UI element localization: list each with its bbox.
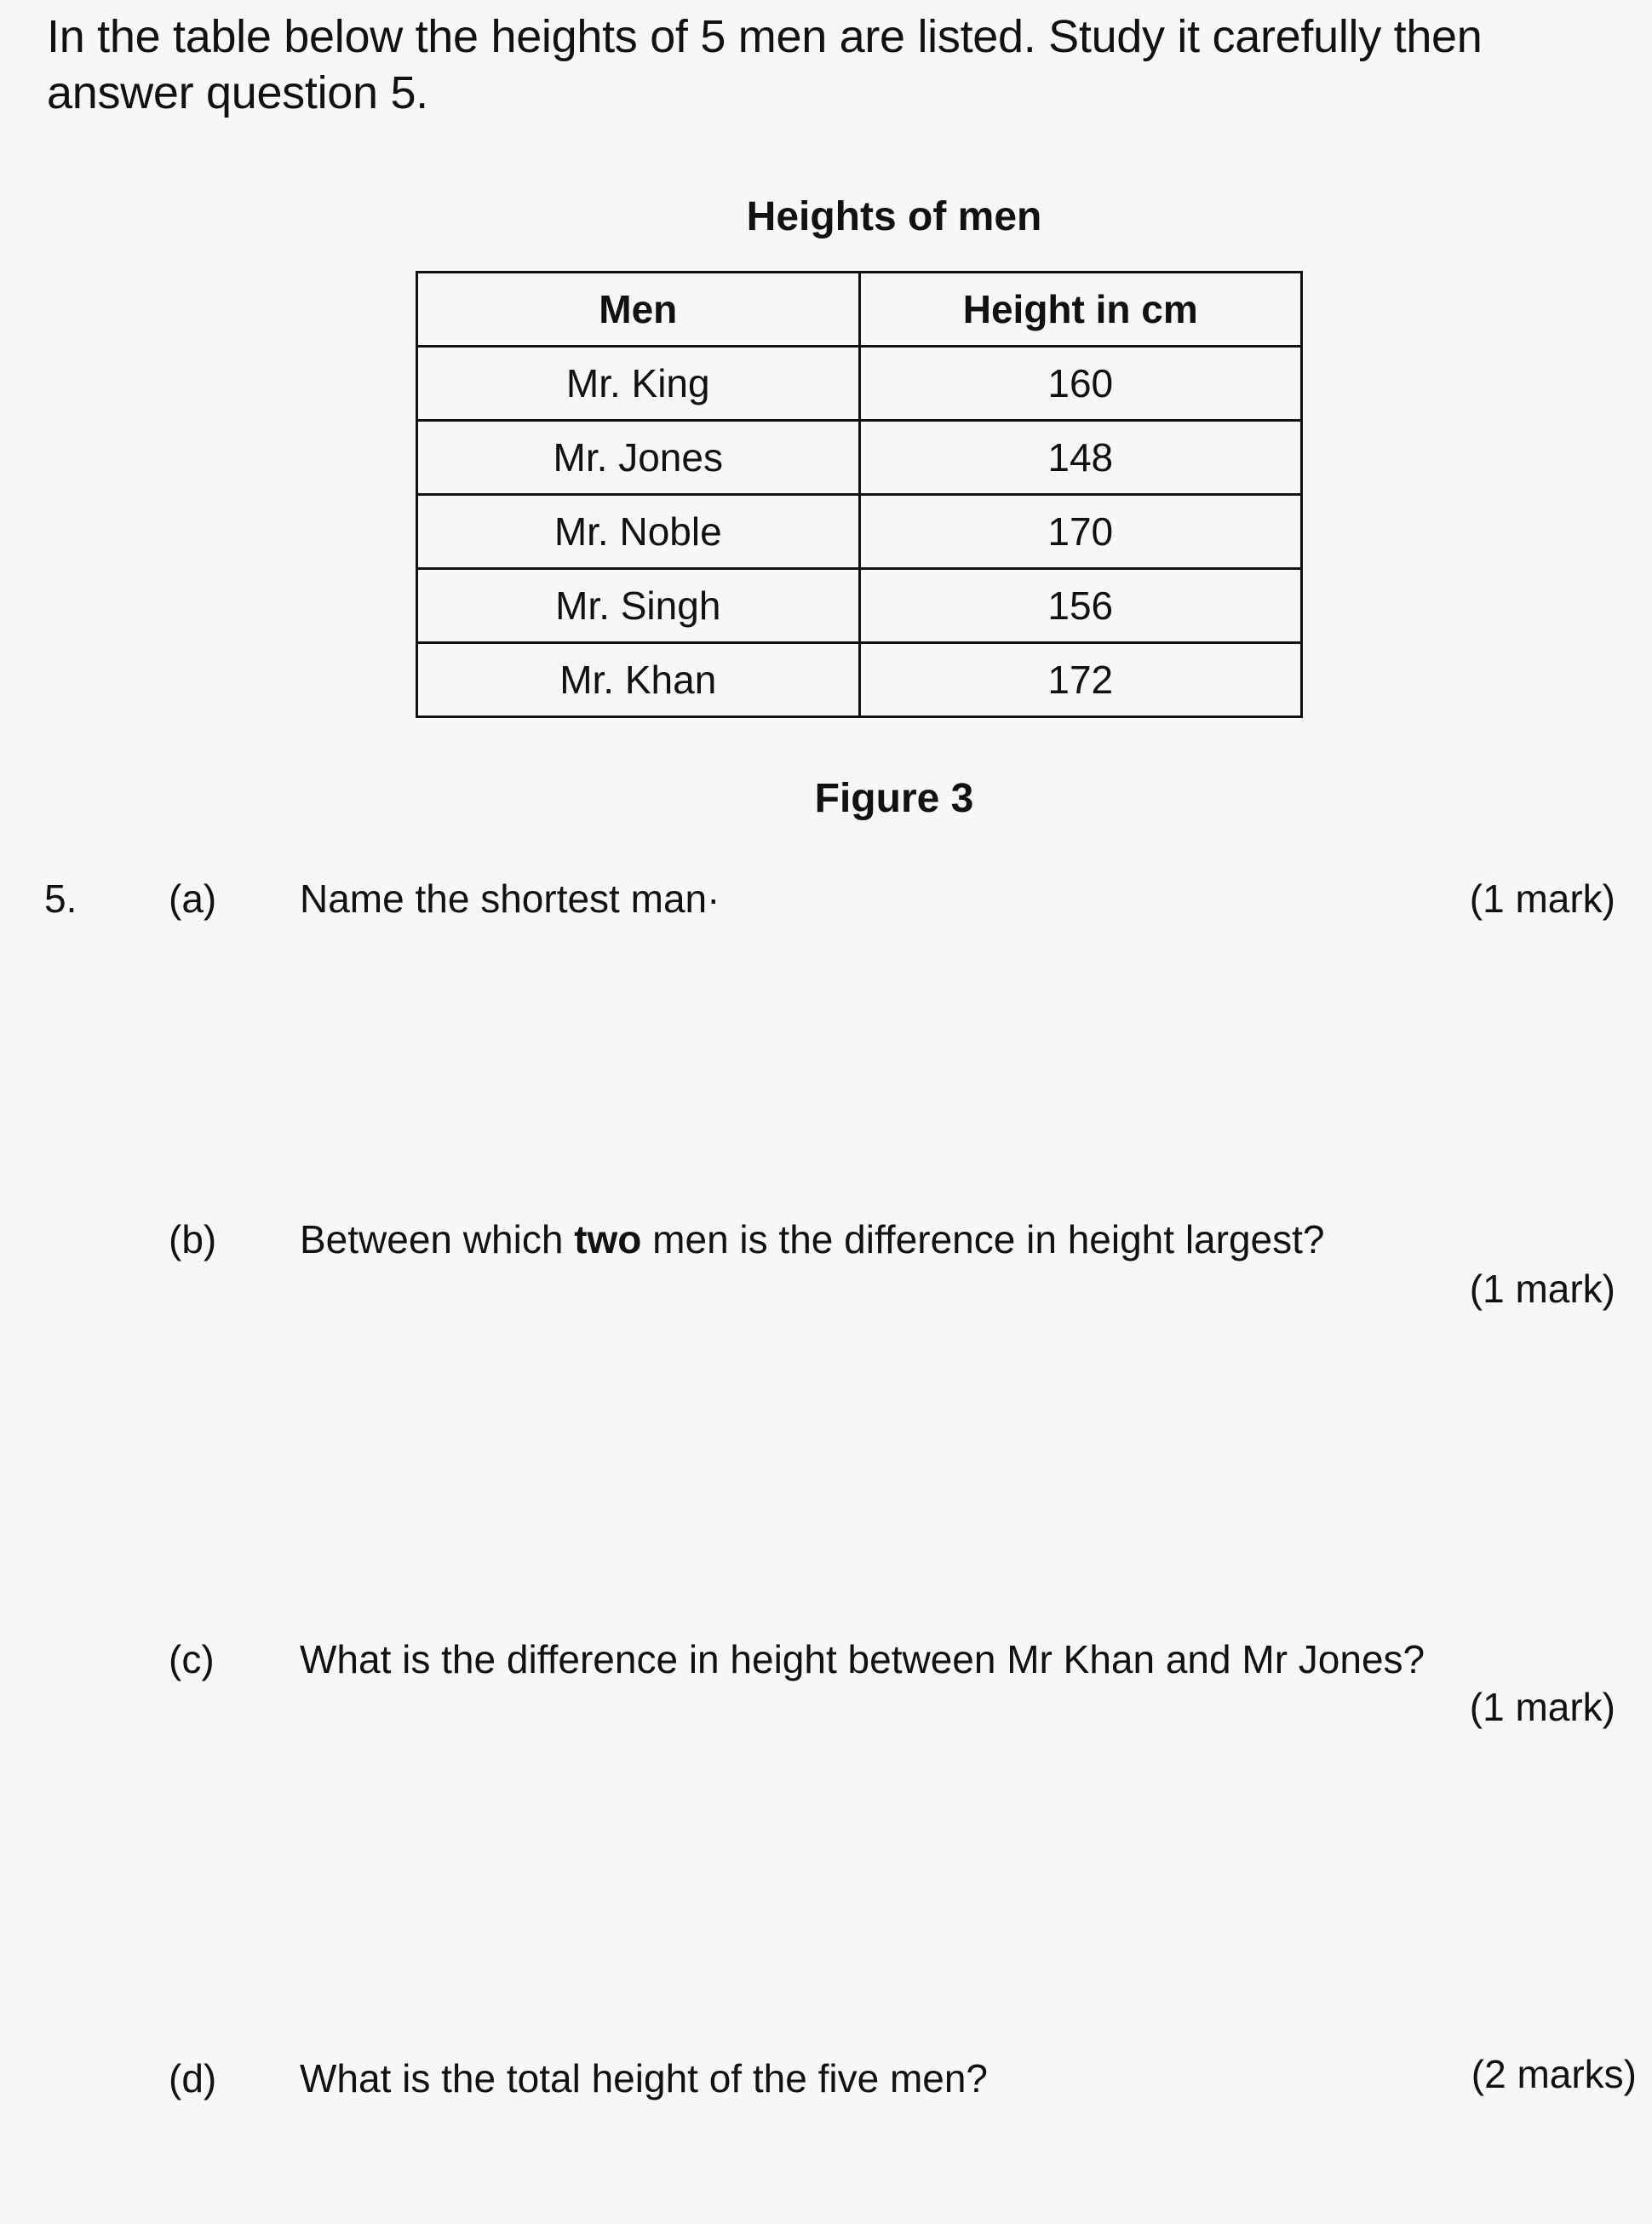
cell-height: 160: [859, 347, 1302, 421]
question-text-part: Name the shortest man: [300, 876, 708, 921]
cell-man-name: Mr. Singh: [417, 569, 860, 643]
cell-height: 172: [859, 643, 1302, 717]
table-title: Heights of men: [746, 194, 1042, 239]
column-header-men: Men: [417, 273, 860, 347]
question-text: Name the shortest man·: [300, 876, 720, 921]
question-text-emphasis: two: [574, 1217, 642, 1261]
table-row: [417, 643, 1302, 717]
table-row: [417, 495, 1302, 569]
question-text: What is the total height of the five men?: [300, 2056, 989, 2100]
marks-label: (1 mark): [1469, 1267, 1615, 1311]
heights-table: [416, 271, 1303, 718]
table-row: [417, 569, 1302, 643]
cell-man-name: Mr. Jones: [417, 421, 860, 495]
marks-label: (1 mark): [1469, 876, 1615, 921]
marks-label: (1 mark): [1469, 1685, 1615, 1729]
question-number: 5.: [44, 876, 77, 921]
question-letter: (b): [169, 1217, 217, 1261]
question-text-part: Between which: [300, 1217, 575, 1261]
cell-height: 170: [859, 495, 1302, 569]
question-letter: (d): [169, 2056, 217, 2100]
question-letter: (c): [169, 1637, 215, 1681]
cell-man-name: Mr. King: [417, 347, 860, 421]
column-header-height: Height in cm: [859, 273, 1302, 347]
question-text: [300, 1214, 1324, 1265]
question-text-part: men is the difference in height largest?: [641, 1217, 1325, 1261]
intro-text: In the table below the heights of 5 men are listed. Study it carefully then answer question 5.: [47, 11, 1483, 118]
table-row: [417, 421, 1302, 495]
cell-man-name: Mr. Noble: [417, 495, 860, 569]
question-letter: (a): [169, 876, 217, 921]
table-header-row: [417, 273, 1302, 347]
cell-height: 156: [859, 569, 1302, 643]
table-row: [417, 347, 1302, 421]
cell-man-name: Mr. Khan: [417, 643, 860, 717]
figure-caption: Figure 3: [814, 776, 974, 821]
question-text: What is the difference in height between Mr Khan and Mr Jones?: [300, 1637, 1425, 1681]
marks-label: (2 marks): [1471, 2052, 1637, 2096]
cell-height: 148: [859, 421, 1302, 495]
